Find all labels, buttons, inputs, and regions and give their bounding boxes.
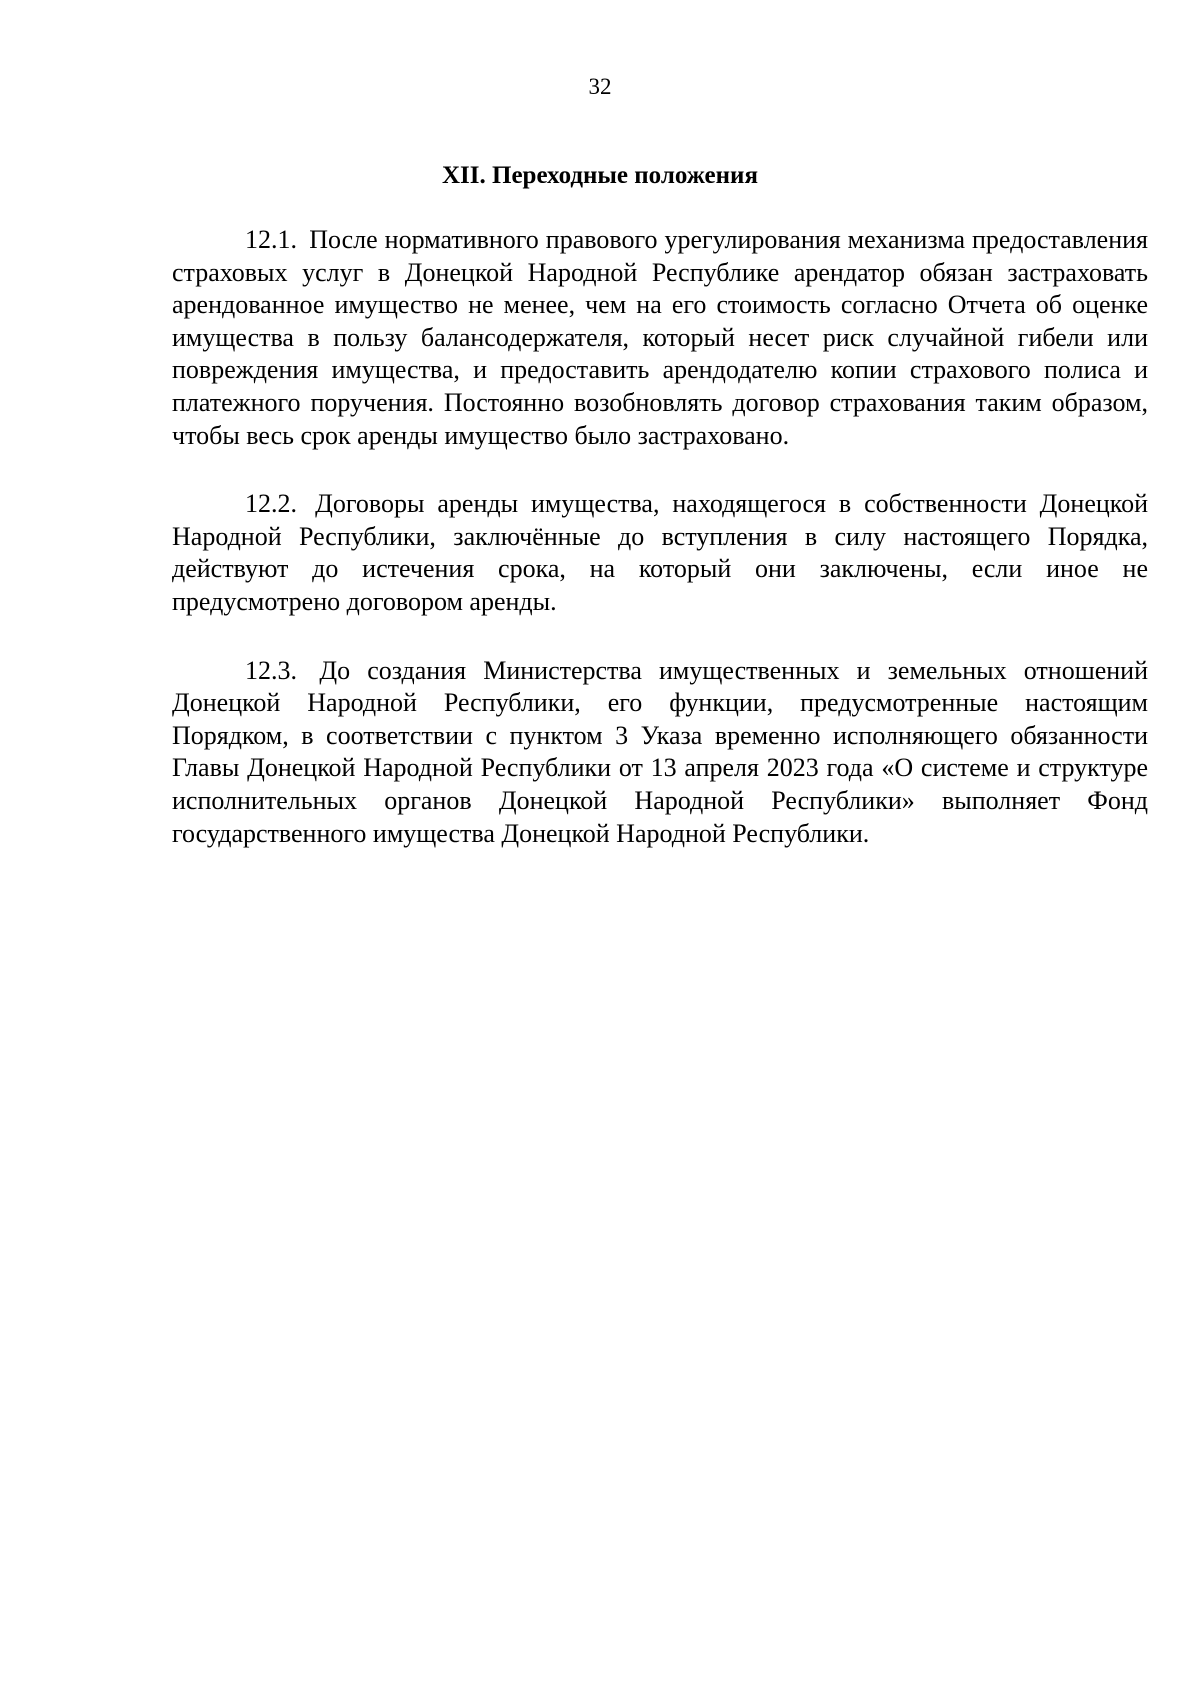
paragraph-number: 12.3. xyxy=(245,655,297,685)
paragraph-12-1 xyxy=(172,224,1148,452)
paragraph-number: 12.2. xyxy=(245,489,297,519)
paragraph-12-3 xyxy=(172,655,1148,851)
section-body xyxy=(172,224,1148,886)
paragraph-text: Договоры аренды имущества, находящегося в собственности Донецкой Народной Республики, заключённые до вступления в силу настоящего Порядка, действуют до истечения срока, на который они заключены, если иное не предусмотрено договором аренды. xyxy=(172,489,1149,616)
paragraph-text: После нормативного правового урегулирования механизма предоставления страховых услуг в Донецкой Народной Республике арендатор обязан застраховать арендованное имущество не менее, чем на его стоимость согласно Отчета об оценке имущества в пользу балансодержателя, который несет риск случайной гибели или повреждения имущества, и предоставить арендодателю копии страхового полиса и платежного поручения. Постоянно возобновлять договор страхования таким образом, чтобы весь срок аренды имущество было застраховано. xyxy=(172,225,1149,450)
paragraph-number: 12.1. xyxy=(245,225,297,254)
paragraph-text: До создания Министерства имущественных и земельных отношений Донецкой Народной Республики, его функции, предусмотренные настоящим Порядком, в соответствии с пунктом 3 Указа временно исполняющего обязанности Главы Донецкой Народной Республики от 13 апреля 2023 года «О системе и структуре исполнительных органов Донецкой Народной Республики» выполняет Фонд государственного имущества Донецкой Народной Республики. xyxy=(172,655,1149,848)
section-title: XII. Переходные положения xyxy=(441,162,758,189)
page-number: 32 xyxy=(588,74,612,99)
paragraph-12-2 xyxy=(172,488,1148,618)
